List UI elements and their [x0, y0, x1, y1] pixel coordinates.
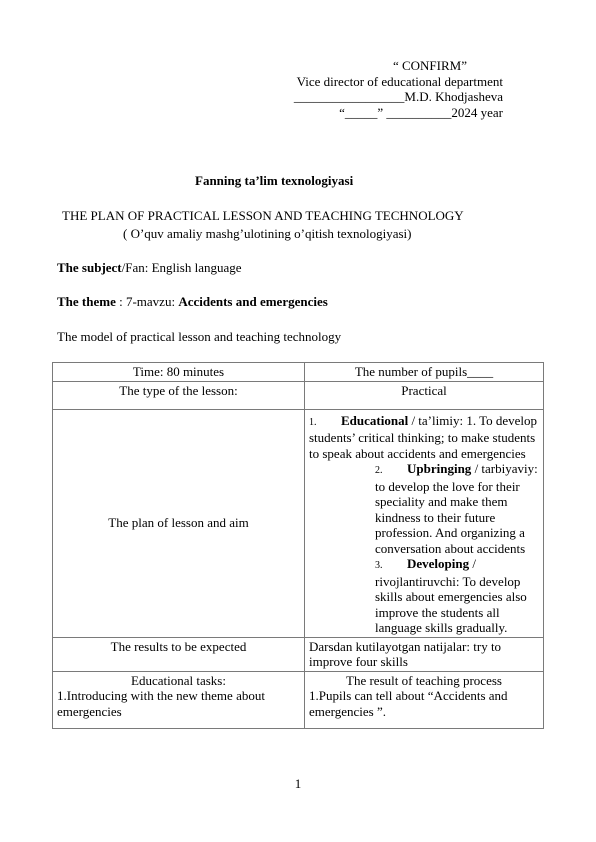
subject-label: The subject	[57, 260, 122, 275]
subject-value: /Fan: English language	[121, 260, 242, 275]
subject-line	[57, 260, 242, 276]
approval-date: “_____” __________2024 year	[339, 104, 503, 120]
aim-number: 3.	[375, 560, 383, 571]
table-row	[53, 637, 544, 671]
page-number: 1	[294, 776, 302, 791]
model-text: The model of practical lesson and teaching technology	[57, 329, 342, 344]
teaching-result-text: 1.Pupils can tell about “Accidents and emergencies ”.	[309, 688, 508, 719]
table-row	[53, 409, 544, 637]
page-title: Fanning ta’lim texnologiyasi	[195, 173, 354, 188]
lesson-plan-table	[52, 362, 544, 729]
approver-signature: _________________M.D. Khodjasheva	[293, 89, 503, 104]
aim-number: 1.	[309, 416, 317, 428]
results-label-cell: The results to be expected	[53, 637, 305, 671]
educational-tasks-text: 1.Introducing with the new theme about emergencies	[57, 688, 265, 719]
time-cell: Time: 80 minutes	[53, 363, 305, 382]
aim-upbringing	[309, 461, 543, 556]
confirm-heading: “ CONFIRM”	[392, 58, 467, 73]
aim-educational	[309, 413, 539, 462]
educational-tasks-title: Educational tasks:	[131, 672, 226, 688]
educational-tasks-cell	[53, 671, 305, 728]
theme-value: Accidents and emergencies	[178, 294, 328, 309]
theme-label: The theme	[57, 294, 116, 309]
aim-title: Educational	[341, 412, 409, 428]
aim-number: 2.	[375, 465, 383, 476]
table-row	[53, 671, 544, 728]
aims-cell	[305, 409, 544, 637]
teaching-result-title: The result of teaching process	[346, 672, 502, 688]
lesson-type-value-cell: Practical	[305, 381, 544, 409]
plan-aim-label-cell: The plan of lesson and aim	[53, 409, 305, 637]
plan-title: THE PLAN OF PRACTICAL LESSON AND TEACHING TECHNOLOGY	[62, 208, 464, 223]
theme-line	[57, 294, 328, 310]
confirmation-block	[0, 58, 503, 120]
lesson-type-label-cell: The type of the lesson:	[53, 381, 305, 409]
table-row	[53, 363, 544, 382]
aim-text: / rivojlantiruvchi: To develop skills about emergencies also improve the students all language skills gradually.	[375, 556, 527, 635]
aim-title: Upbringing	[407, 461, 472, 476]
table-row	[53, 381, 544, 409]
aim-text: / ta’limiy: 1. To develop students’ critical thinking; to make students to speak about accidents and emergencies	[309, 412, 538, 461]
aim-text: / tarbiyaviy: to develop the love for their speciality and make them kindness to their future profession. And organizing a conversation about accidents	[375, 461, 538, 556]
aim-developing	[309, 556, 543, 636]
teaching-result-cell	[305, 671, 544, 728]
plan-subtitle: ( O’quv amaliy mashg’ulotining o’qitish texnologiyasi)	[123, 226, 412, 241]
pupils-count-cell: The number of pupils____	[305, 363, 544, 382]
results-value-cell: Darsdan kutilayotgan natijalar: try to improve four skills	[305, 637, 544, 671]
approver-position: Vice director of educational department	[296, 73, 503, 89]
theme-mid: : 7-mavzu:	[115, 294, 179, 309]
aim-title: Developing	[407, 556, 470, 571]
